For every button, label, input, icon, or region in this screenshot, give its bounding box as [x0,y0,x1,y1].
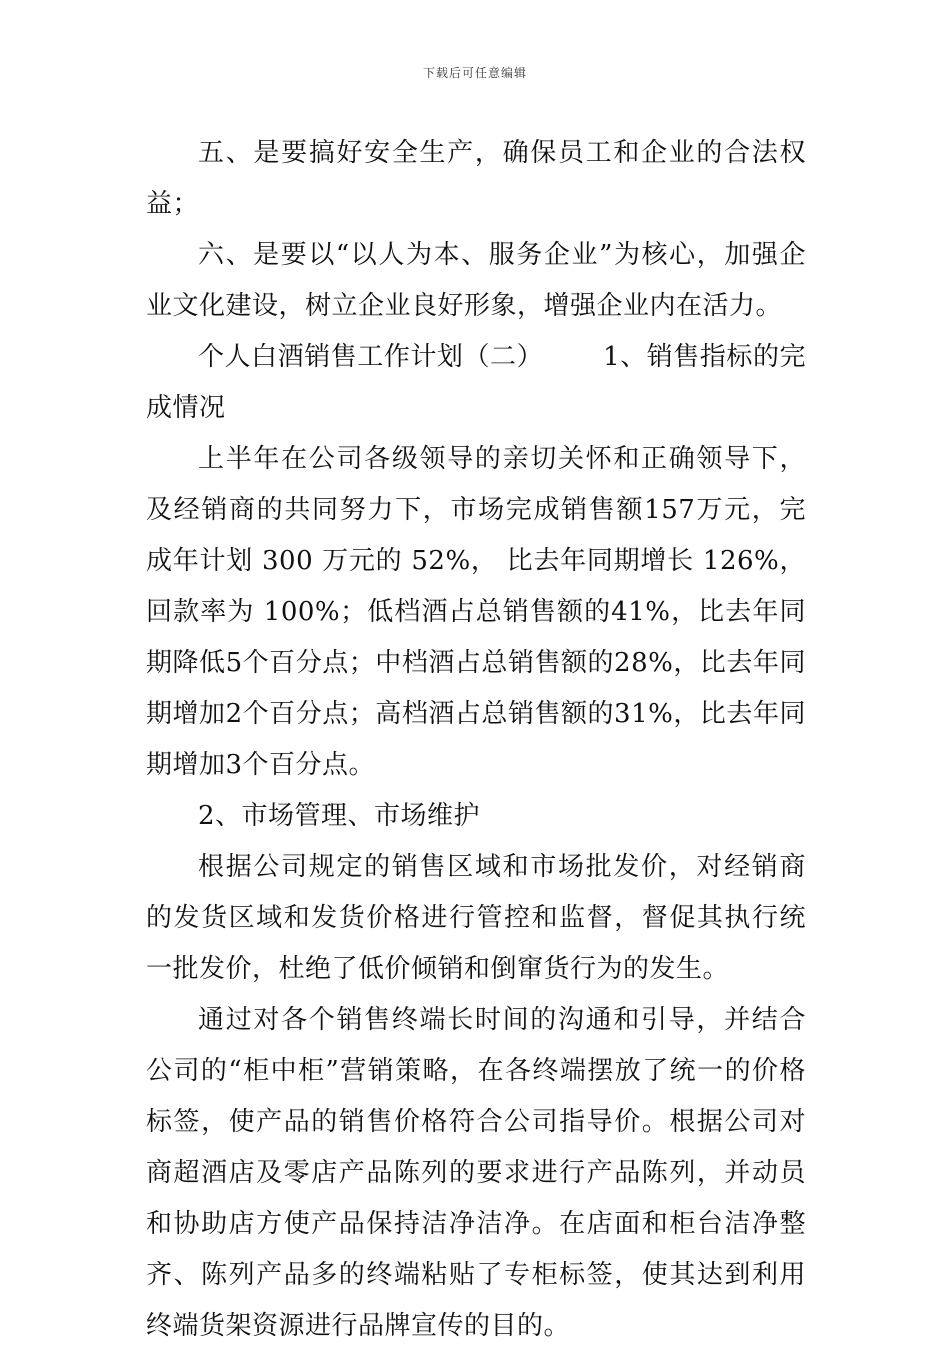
paragraph-sales-summary: 上半年在公司各级领导的亲切关怀和正确领导下，及经销商的共同努力下，市场完成销售额157万元，完成年计划 300 万元的 52%， 比去年同期增长 126%， 回款率为 100%；低档酒占总销售额的41%，比去年同期降低5个百分点；中档酒占总销售额的28%，比去年同期增加2个百分点；高档酒占总销售额的31%，比去年同期增加3个百分点。 [146,444,806,780]
section-subtitle: 1、销售指标的完成情况 [146,342,806,423]
page-header: 下载后可任意编辑 [422,66,527,80]
document-body [146,128,806,1352]
paragraph-market-control: 根据公司规定的销售区域和市场批发价，对经销商的发货区域和发货价格进行管控和监督，督促其执行统一批发价，杜绝了低价倾销和倒窜货行为的发生。 [146,852,806,984]
paragraph-item-5: 五、是要搞好安全生产，确保员工和企业的合法权益； [146,138,806,219]
paragraph-terminal-display: 通过对各个销售终端长时间的沟通和引导，并结合公司的“柜中柜”营销策略，在各终端摆放了统一的价格标签，使产品的销售价格符合公司指导价。根据公司对商超酒店及零店产品陈列的要求进行产品陈列，并动员和协助店方使产品保持洁净洁净。在店面和柜台洁净整齐、陈列产品多的终端粘贴了专柜标签，使其达到利用终端货架资源进行品牌宣传的目的。 [146,1005,806,1341]
paragraph-market-heading: 2、市场管理、市场维护 [198,801,481,831]
section-heading [146,332,806,434]
paragraph-item-6: 六、是要以“以人为本、服务企业”为核心，加强企业文化建设，树立企业良好形象，增强企业内在活力。 [146,240,806,321]
plan-title: 个人白酒销售工作计划（二） [198,342,544,372]
